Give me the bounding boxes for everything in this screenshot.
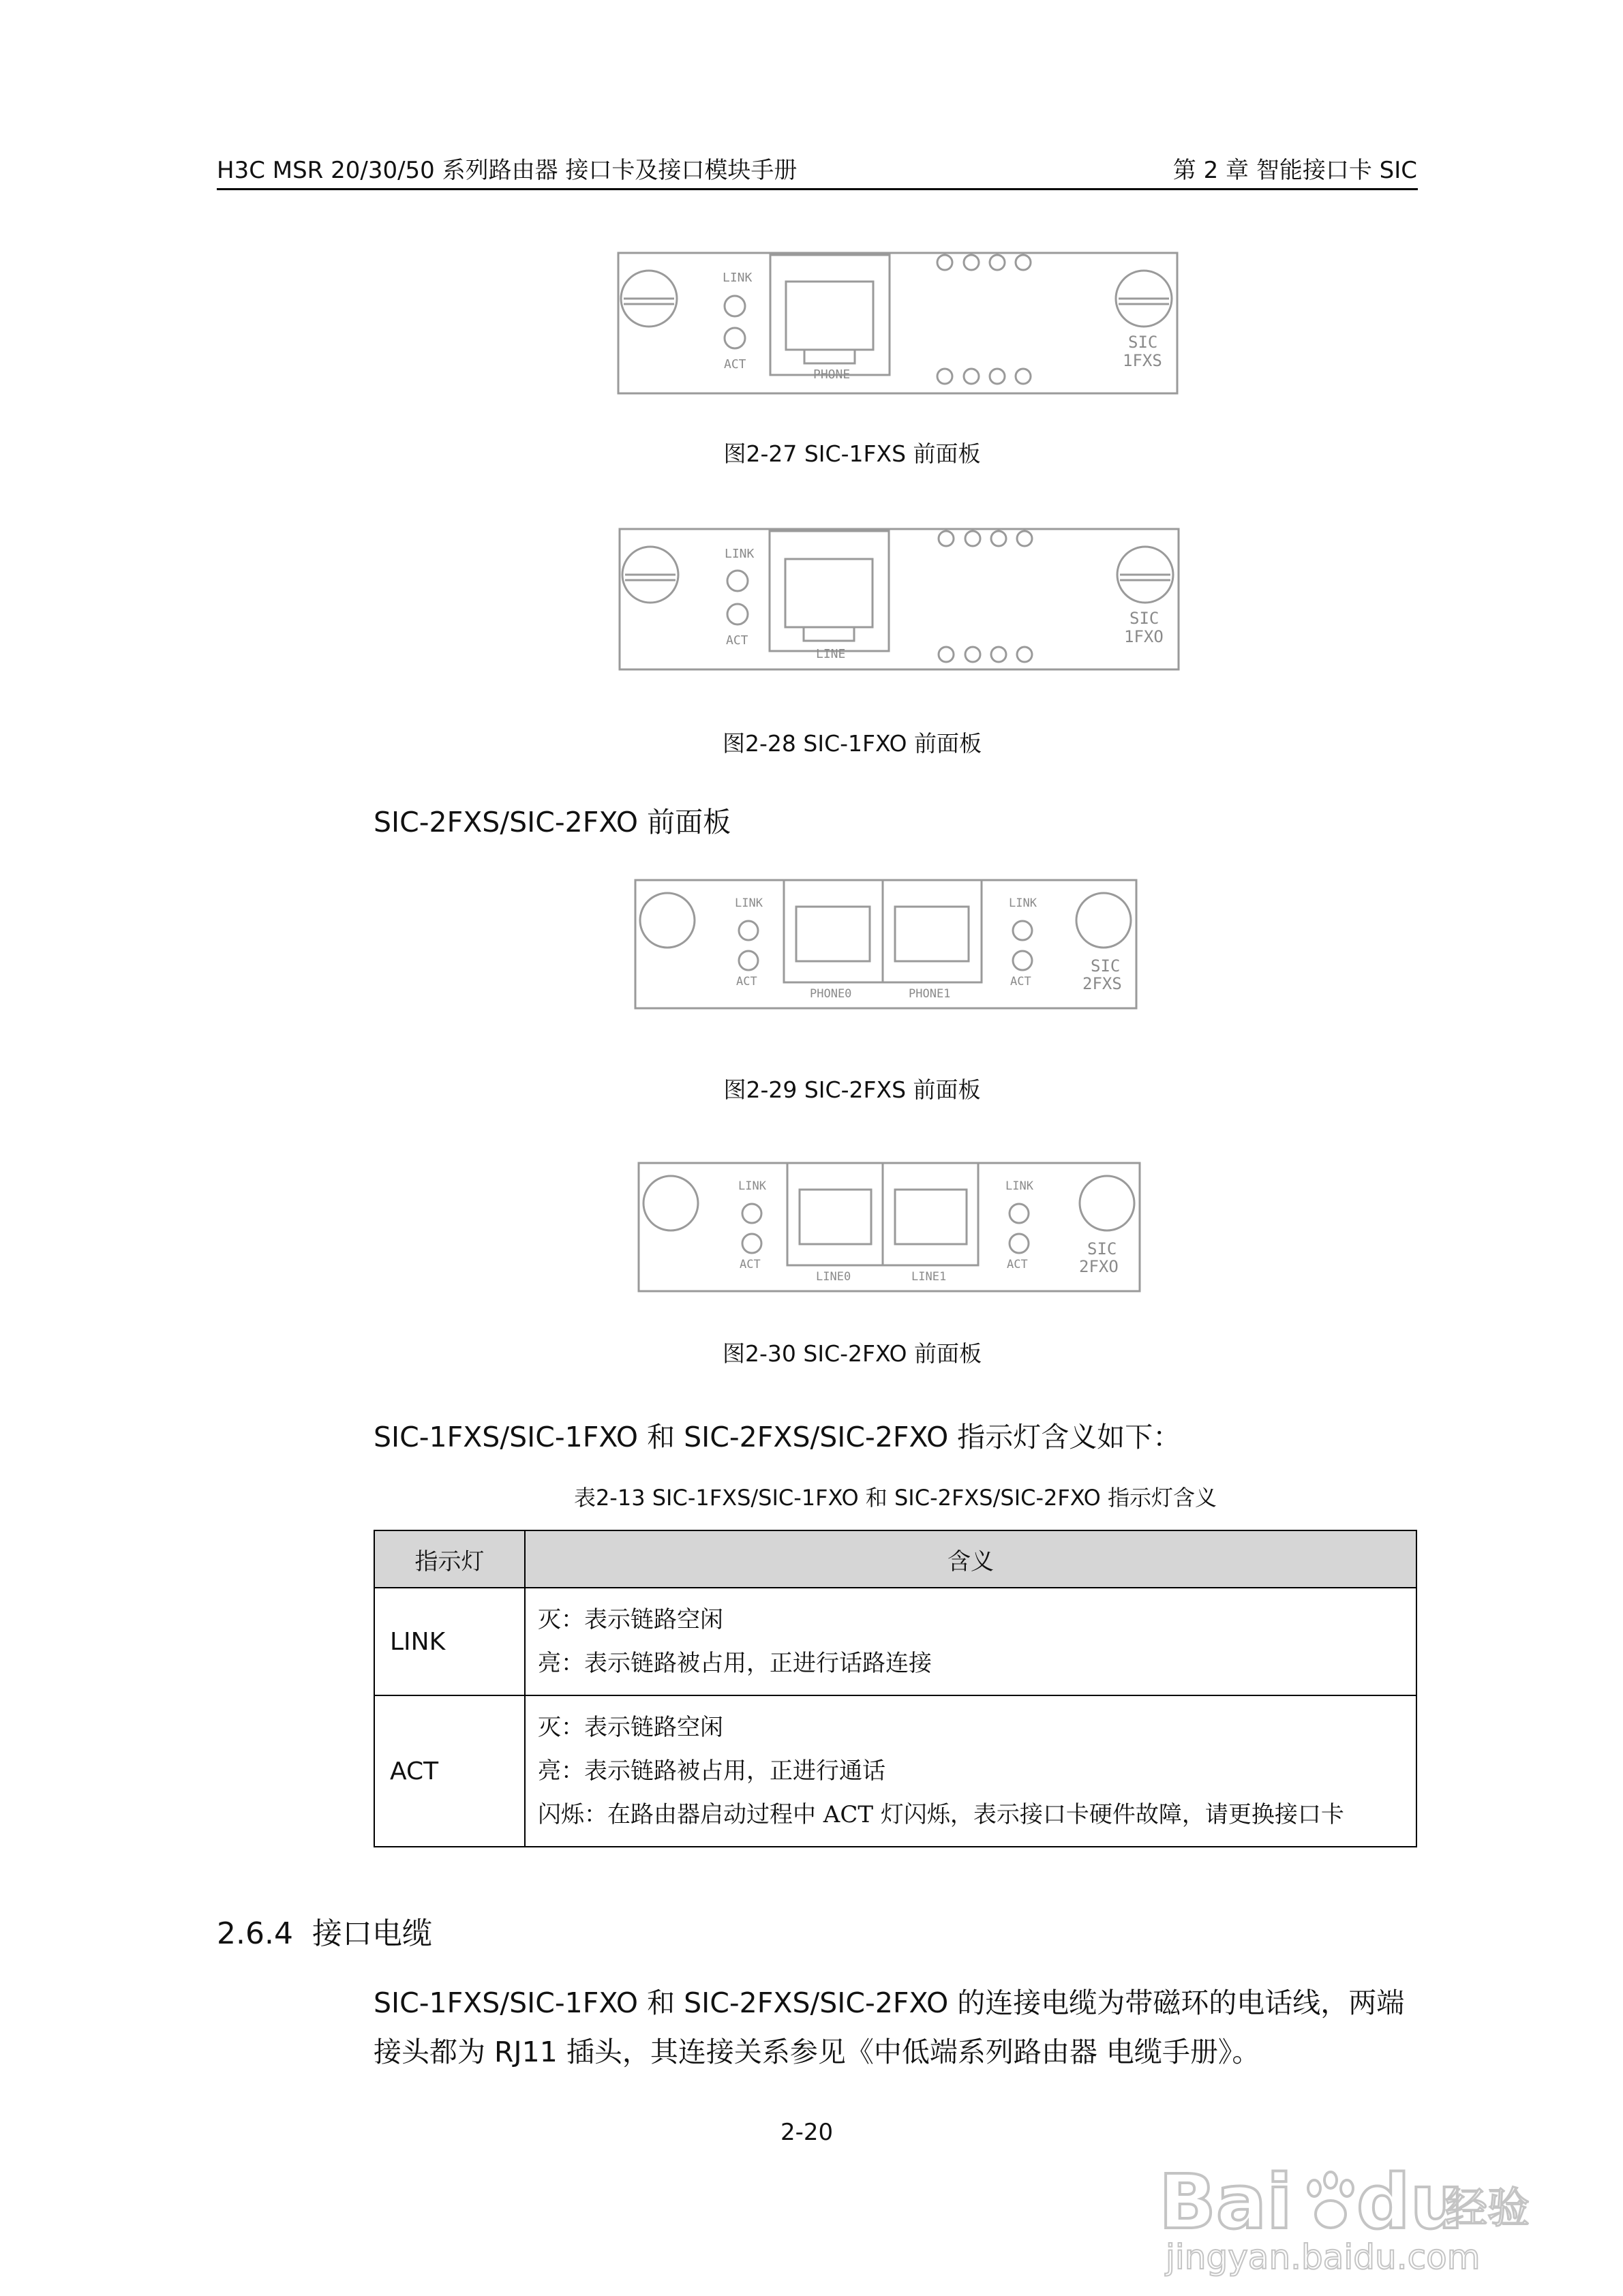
figure-caption-2-29: 图2-29 SIC-2FXS 前面板 xyxy=(723,1076,981,1103)
model-label-2: 2FXS xyxy=(1082,974,1122,993)
header-left: H3C MSR 20/30/50 系列路由器 接口卡及接口模块手册 xyxy=(217,157,798,184)
model-label-2: 2FXO xyxy=(1079,1257,1119,1276)
link-label: LINK xyxy=(725,547,755,561)
header-right: 第 2 章 智能接口卡 SIC xyxy=(1172,157,1417,184)
link-label-2: LINK xyxy=(1005,1179,1033,1193)
sic-2fxo-front-panel xyxy=(631,1159,1149,1299)
vent-holes-bottom xyxy=(939,647,1032,662)
meaning-line: 灭：表示链路空闲 xyxy=(538,1714,723,1741)
port0-label: LINE0 xyxy=(816,1270,851,1284)
watermark-logo xyxy=(1152,2147,1534,2277)
figure-caption-2-28: 图2-28 SIC-1FXO 前面板 xyxy=(723,730,982,757)
indicator-meaning xyxy=(525,1695,1416,1847)
act-label: ACT xyxy=(740,1258,761,1271)
meaning-line: 亮：表示链路被占用，正进行话路连接 xyxy=(538,1650,932,1677)
table-caption: 表2-13 SIC-1FXS/SIC-1FXO 和 SIC-2FXS/SIC-2FXO 指示灯含义 xyxy=(573,1485,1217,1511)
port-label: LINE xyxy=(816,647,846,661)
act-label: ACT xyxy=(724,357,746,372)
table-row xyxy=(374,1695,1416,1847)
indicator-name: ACT xyxy=(374,1695,525,1847)
section-paragraph-line-1: SIC-1FXS/SIC-1FXO 和 SIC-2FXS/SIC-2FXO 的连接电缆为带磁环的电话线，两端 xyxy=(374,1987,1405,2019)
sic-1fxo-front-panel xyxy=(611,525,1184,675)
sic-1fxs-front-panel xyxy=(610,249,1183,399)
link-led-icon xyxy=(725,296,745,316)
screw-icon xyxy=(643,1176,698,1230)
indicator-table xyxy=(374,1530,1417,1847)
port1-label: LINE1 xyxy=(911,1270,947,1284)
screw-icon xyxy=(1080,1176,1134,1230)
section-paragraph-line-2: 接头都为 RJ11 插头，其连接关系参见《中低端系列路由器 电缆手册》。 xyxy=(374,2036,1260,2068)
act-led-icon xyxy=(742,1234,761,1253)
indicator-meaning xyxy=(525,1588,1416,1695)
port0-label: PHONE0 xyxy=(810,987,852,1001)
act-led-icon xyxy=(739,951,758,970)
meaning-line: 闪烁：在路由器启动过程中 ACT 灯闪烁，表示接口卡硬件故障，请更换接口卡 xyxy=(538,1801,1344,1828)
meaning-line: 亮：表示链路被占用，正进行通话 xyxy=(538,1757,885,1785)
port-label: PHONE xyxy=(813,367,851,382)
model-label-1: SIC xyxy=(1087,1239,1117,1258)
act-led-icon-2 xyxy=(1013,951,1032,970)
paw-icon xyxy=(1308,2172,1353,2228)
figure-caption-2-27: 图2-27 SIC-1FXS 前面板 xyxy=(723,440,981,467)
port1-label: PHONE1 xyxy=(909,987,951,1001)
subheading-2fxs: SIC-2FXS/SIC-2FXO 前面板 xyxy=(374,806,731,839)
model-label-1: SIC xyxy=(1128,333,1158,352)
table-row xyxy=(374,1588,1416,1695)
vent-holes-top xyxy=(939,531,1032,546)
section-title: 接口电缆 xyxy=(312,1916,432,1951)
figure-caption-2-30: 图2-30 SIC-2FXO 前面板 xyxy=(723,1340,982,1367)
screw-icon xyxy=(640,893,695,948)
model-label-1: SIC xyxy=(1129,609,1159,628)
act-label: ACT xyxy=(736,975,757,988)
link-led-icon-2 xyxy=(1010,1204,1029,1223)
sic-2fxs-front-panel xyxy=(627,876,1145,1016)
act-led-icon-2 xyxy=(1010,1234,1029,1253)
link-led-icon xyxy=(727,571,748,591)
model-label-2: 1FXS xyxy=(1123,351,1162,370)
link-label: LINK xyxy=(738,1179,766,1193)
screw-icon xyxy=(1076,893,1131,948)
act-label-2: ACT xyxy=(1010,975,1031,988)
link-led-icon xyxy=(742,1204,761,1223)
baidu-jingyan-watermark xyxy=(1152,2147,1534,2277)
model-label-1: SIC xyxy=(1091,956,1121,976)
watermark-sub: 经验 xyxy=(1445,2183,1530,2233)
vent-holes-bottom xyxy=(937,369,1031,384)
act-led-icon xyxy=(725,328,745,348)
model-label-2: 1FXO xyxy=(1124,627,1164,646)
act-label-2: ACT xyxy=(1007,1258,1028,1271)
indicator-intro: SIC-1FXS/SIC-1FXO 和 SIC-2FXS/SIC-2FXO 指示灯含义如下： xyxy=(374,1421,1181,1453)
page-number: 2-20 xyxy=(780,2119,834,2146)
section-number: 2.6.4 xyxy=(217,1916,293,1951)
col-indicator: 指示灯 xyxy=(374,1530,525,1588)
act-led-icon xyxy=(727,604,748,624)
link-label-2: LINK xyxy=(1009,896,1037,910)
link-label: LINK xyxy=(735,896,763,910)
vent-holes-top xyxy=(937,255,1031,270)
meaning-line: 灭：表示链路空闲 xyxy=(538,1606,723,1633)
section-heading xyxy=(217,1909,432,1952)
link-led-icon-2 xyxy=(1013,921,1032,940)
link-led-icon xyxy=(739,921,758,940)
link-label: LINK xyxy=(723,271,753,285)
act-label: ACT xyxy=(726,633,748,648)
indicator-name: LINK xyxy=(374,1588,525,1695)
watermark-brand: Bai xyxy=(1159,2158,1292,2246)
table-header-row xyxy=(374,1530,1416,1588)
header-rule xyxy=(217,188,1418,190)
col-meaning: 含义 xyxy=(525,1530,1416,1588)
watermark-brand-2: du xyxy=(1356,2158,1464,2246)
watermark-url: jingyan.baidu.com xyxy=(1166,2237,1481,2277)
